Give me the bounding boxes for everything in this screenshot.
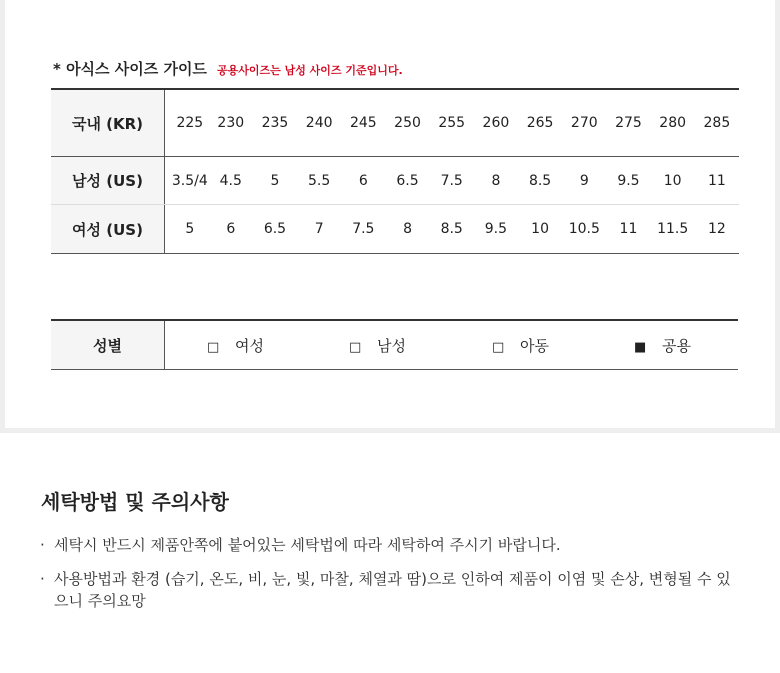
size-cell: 270 [562,89,606,157]
size-cell: 5 [253,157,297,205]
size-cell: 260 [474,89,518,157]
size-cell: 255 [430,89,474,157]
size-cell: 275 [606,89,650,157]
size-cell: 10.5 [562,205,606,254]
size-table [51,88,739,254]
care-item-text: 사용방법과 환경 (습기, 온도, 비, 눈, 빛, 마찰, 체열과 땀)으로 인하여 제품이 이염 및 손상, 변형될 수 있으니 주의요망 [54,570,731,610]
size-cell: 5.5 [297,157,341,205]
gender-option-women [207,335,349,356]
row-header-women: 여성 (US) [51,205,165,254]
list-item [40,568,740,612]
size-cell: 6.5 [385,157,429,205]
table-row-men [51,157,739,205]
size-guide-title: * 아식스 사이즈 가이드 [53,60,207,78]
size-cell: 8 [385,205,429,254]
size-cell: 8 [474,157,518,205]
gender-option-label: 아동 [520,336,549,355]
gender-option-men [349,335,492,356]
care-list [40,534,740,624]
size-cell: 240 [297,89,341,157]
gender-row [51,320,738,370]
size-cell: 11.5 [651,205,695,254]
size-cell: 3.5/4 [165,157,209,205]
checkbox-empty-icon: □ [207,339,220,355]
bullet-icon: · [40,536,45,554]
gender-option-label: 공용 [662,336,691,355]
checkbox-filled-icon: ■ [634,339,647,355]
gender-option-kids [492,335,634,356]
gender-option-label: 남성 [377,336,406,355]
list-item [40,534,740,556]
gender-table [51,319,738,370]
size-cell: 9 [562,157,606,205]
size-cell: 9.5 [606,157,650,205]
size-guide-note: 공용사이즈는 남성 사이즈 기준입니다. [217,64,403,77]
size-cell: 285 [695,89,739,157]
size-cell: 265 [518,89,562,157]
size-cell: 12 [695,205,739,254]
size-cell: 11 [606,205,650,254]
gender-option-label: 여성 [235,336,264,355]
checkbox-empty-icon: □ [349,339,362,355]
size-cell: 250 [385,89,429,157]
size-cell: 8.5 [430,205,474,254]
size-cell: 235 [253,89,297,157]
gender-option-unisex [634,335,691,356]
size-cell: 225 [165,89,209,157]
size-cell: 10 [651,157,695,205]
size-cell: 280 [651,89,695,157]
size-cell: 10 [518,205,562,254]
size-cell: 7.5 [341,205,385,254]
bullet-icon: · [40,570,45,588]
checkbox-empty-icon: □ [492,339,505,355]
size-cell: 11 [695,157,739,205]
table-row-women [51,205,739,254]
gender-options [165,320,739,370]
size-cell: 4.5 [209,157,253,205]
size-cell: 6 [209,205,253,254]
care-title: 세탁방법 및 주의사항 [41,490,229,514]
table-row-kr [51,89,739,157]
size-cell: 9.5 [474,205,518,254]
size-cell: 7.5 [430,157,474,205]
row-header-men: 남성 (US) [51,157,165,205]
care-item-text: 세탁시 반드시 제품안쪽에 붙어있는 세탁법에 따라 세탁하여 주시기 바랍니다. [54,536,561,554]
gender-header: 성별 [51,320,165,370]
row-header-kr: 국내 (KR) [51,89,165,157]
size-cell: 230 [209,89,253,157]
size-cell: 7 [297,205,341,254]
size-cell: 6 [341,157,385,205]
size-cell: 5 [165,205,209,254]
size-cell: 6.5 [253,205,297,254]
size-cell: 8.5 [518,157,562,205]
size-cell: 245 [341,89,385,157]
